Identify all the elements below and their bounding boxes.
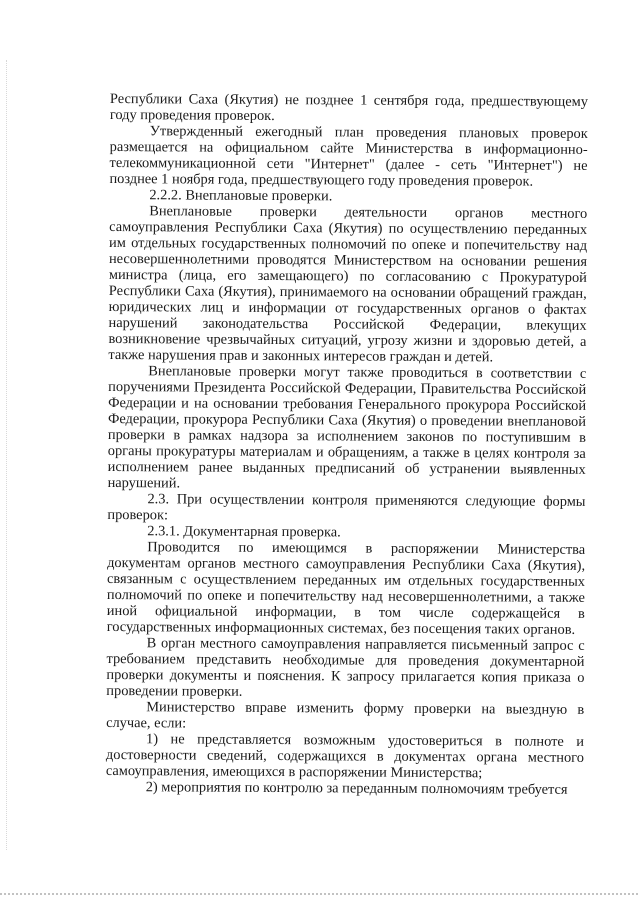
- paragraph-change-form: Министерство вправе изменить форму проверки на выездную в случае, если:: [106, 699, 585, 732]
- section-heading-2-3-1: 2.3.1. Документарная проверка.: [147, 523, 341, 541]
- scan-edge-bottom: [0, 893, 640, 895]
- paragraph-written-request: В орган местного самоуправления направляется письменный запрос с требованием представить необходимые для проведения документарной проверки документы и пояснения. К запросу прилагается копия приказа о проведении проверки.: [106, 635, 585, 700]
- paragraph-documentary-inspection: Проводится по имеющимся в распоряжении Министерства документам органов местного самоуправления Республики Саха (Якутия), связанным с осуществлением переданных им отдельных государственных полномочий по опеке и попечительству над несовершеннолетними, а также иной официальной информации, в том числе содержащейся в государственных информационных системах, без посещения таких органов.: [106, 539, 586, 638]
- list-item-2: 2) мероприятия по контролю за переданным полномочиям требуется: [145, 779, 568, 798]
- paragraph-plan-publication: Утвержденный ежегодный план проведения плановых проверок размещается на официальном сайте Министерства в информационно-телекоммуникационной сети "Интернет" (далее - сеть "Интернет") не позднее 1 ноября года, предшествующего году проведения проверок.: [109, 123, 588, 190]
- section-heading-2-2-2: 2.2.2. Внеплановые проверки.: [149, 187, 333, 205]
- scan-edge-left: [6, 60, 8, 850]
- document-body: [106, 91, 588, 798]
- paragraph-continuation: Республики Саха (Якутия) не позднее 1 сентября года, предшествующему году проведения проверок.: [109, 91, 588, 125]
- paragraph-unscheduled-grounds: Внеплановые проверки могут также проводиться в соответствии с поручениями Президента Российской Федерации, Правительства Российской Федерации и на основании требования Генерального прокурора Российской Федерации, прокурора Республики Саха (Якутия) о проведении внеплановой проверки в рамках надзора за исполнением законов по поступившим в органы прокуратуры материалам и обращениям, а также в целях контроля за исполнением ранее выданных предписаний об устранении выявленных нарушений.: [107, 363, 587, 492]
- list-item-1: 1) не представляется возможным удостовериться в полноте и достоверности сведений, содержащихся в документах органа местного самоуправления, имеющихся в распоряжении Министерства;: [105, 731, 585, 782]
- paragraph-unscheduled-inspections: Внеплановые проверки деятельности органов местного самоуправления Республики Саха (Якутия) по осуществлению переданных им отдельных государственных полномочий по опеке и попечительству над несовершеннолетними проводятся Министерством на основании решения министра (лица, его замещающего) по согласованию с Прокуратурой Республики Саха (Якутия), принимаемого на основании обращений граждан, юридических лиц и информации от государственных органов о фактах нарушений законодательства Российской Федерации, влекущих возникновение чрезвычайных ситуаций, угрозу жизни и здоровью детей, а также нарушения прав и законных интересов граждан и детей.: [108, 203, 588, 366]
- section-heading-2-3: 2.3. При осуществлении контроля применяются следующие формы проверок:: [107, 491, 586, 524]
